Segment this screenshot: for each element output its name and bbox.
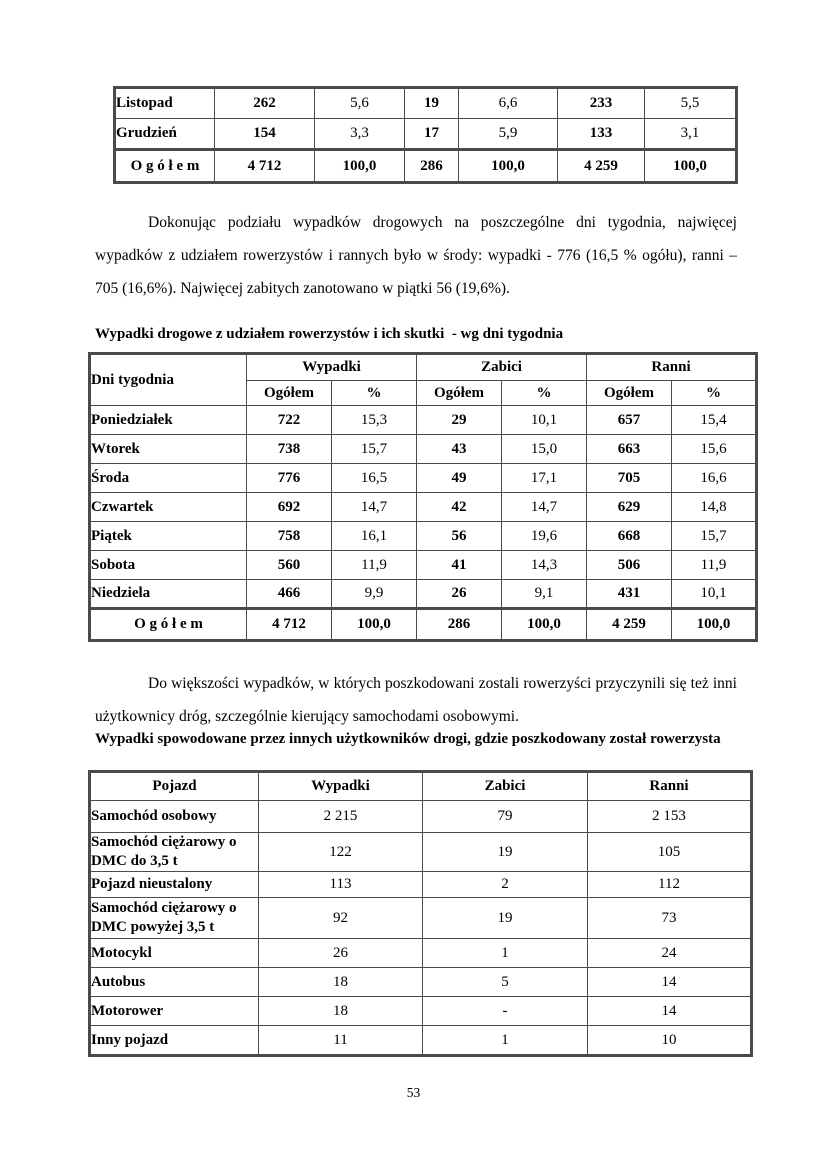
table-row [90,872,752,898]
row-label-cell: Niedziela [90,580,247,609]
value-cell: 11,9 [332,551,417,580]
header-cell: % [332,381,417,406]
table-row [90,997,752,1026]
header-cell: Pojazd [90,772,259,801]
value-cell: 14 [588,997,752,1026]
value-cell: 758 [247,522,332,551]
value-cell: 43 [417,435,502,464]
header-row [90,354,757,381]
value-cell: 431 [587,580,672,609]
value-cell: 100,0 [502,609,587,641]
value-cell: 18 [259,968,423,997]
row-label-cell: Poniedziałek [90,406,247,435]
value-cell: 11 [259,1026,423,1056]
row-label-cell: Piątek [90,522,247,551]
value-cell: 100,0 [672,609,757,641]
row-label-cell: Motorower [90,997,259,1026]
value-cell: 56 [417,522,502,551]
value-cell: 2 [423,872,588,898]
value-cell: 16,5 [332,464,417,493]
value-cell: 1 [423,939,588,968]
value-cell: 9,1 [502,580,587,609]
value-cell: 776 [247,464,332,493]
value-cell: 49 [417,464,502,493]
value-cell: 14,7 [502,493,587,522]
header-cell: Dni tygodnia [90,354,247,406]
value-cell: 629 [587,493,672,522]
header-cell: Ogółem [247,381,332,406]
row-label-cell: Autobus [90,968,259,997]
value-cell: 100,0 [332,609,417,641]
value-cell: 560 [247,551,332,580]
value-cell: - [423,997,588,1026]
value-cell: 79 [423,801,588,833]
value-cell: 154 [215,119,315,150]
months-table [113,86,738,184]
table-row [90,435,757,464]
value-cell: 5 [423,968,588,997]
value-cell: 692 [247,493,332,522]
value-cell: 722 [247,406,332,435]
total-row [90,609,757,641]
header-cell: % [502,381,587,406]
row-label-cell: Samochód ciężarowy o DMC do 3,5 t [90,833,259,872]
table-row [90,406,757,435]
value-cell: 10 [588,1026,752,1056]
value-cell: 4 712 [247,609,332,641]
value-cell: 14,7 [332,493,417,522]
value-cell: 15,7 [332,435,417,464]
page-number: 53 [406,1085,421,1100]
value-cell: 15,6 [672,435,757,464]
header-cell: Wypadki [259,772,423,801]
days-table-title: Wypadki drogowe z udziałem rowerzystów i ich skutki - wg dni tygodnia [95,326,564,342]
value-cell: 668 [587,522,672,551]
value-cell: 705 [587,464,672,493]
row-label-cell: Wtorek [90,435,247,464]
value-cell: 6,6 [459,88,558,119]
table-row [115,88,737,119]
value-cell: 14,8 [672,493,757,522]
table-row [115,119,737,150]
row-label-cell: Listopad [115,88,215,119]
vehicles-table-title: Wypadki spowodowane przez innych użytkowników drogi, gdzie poszkodowany został rowerzysta [95,731,721,747]
table-row [90,898,752,939]
value-cell: 506 [587,551,672,580]
header-cell: Ogółem [417,381,502,406]
table-row [90,833,752,872]
total-row [115,150,737,183]
value-cell: 113 [259,872,423,898]
table-row [90,580,757,609]
vehicles-table [88,770,753,1057]
table-row [90,801,752,833]
value-cell: 3,1 [645,119,737,150]
value-cell: 657 [587,406,672,435]
value-cell: 18 [259,997,423,1026]
row-label-cell: Czwartek [90,493,247,522]
row-label-cell: Sobota [90,551,247,580]
table-row [90,464,757,493]
table-row [90,1026,752,1056]
value-cell: 663 [587,435,672,464]
paragraph-other-road-users: Do większości wypadków, w których poszkodowani zostali rowerzyści przyczynili się też inni użytkownicy dróg, szczególnie kierujący samochodami osobowymi. [95,675,737,725]
row-label-cell: Inny pojazd [90,1026,259,1056]
value-cell: 15,7 [672,522,757,551]
value-cell: 17,1 [502,464,587,493]
table-row [90,939,752,968]
value-cell: 100,0 [315,150,405,183]
value-cell: 41 [417,551,502,580]
value-cell: 29 [417,406,502,435]
value-cell: 4 259 [558,150,645,183]
value-cell: 466 [247,580,332,609]
value-cell: 16,6 [672,464,757,493]
header-cell: Wypadki [247,354,417,381]
value-cell: 286 [417,609,502,641]
value-cell: 19 [405,88,459,119]
row-label-cell: Samochód osobowy [90,801,259,833]
value-cell: 26 [417,580,502,609]
row-label-cell: Środa [90,464,247,493]
header-cell: Ranni [587,354,757,381]
value-cell: 73 [588,898,752,939]
table-row [90,522,757,551]
row-label-cell: Samochód ciężarowy o DMC powyżej 3,5 t [90,898,259,939]
value-cell: 105 [588,833,752,872]
row-label-cell: O g ó ł e m [90,609,247,641]
value-cell: 738 [247,435,332,464]
value-cell: 233 [558,88,645,119]
row-label-cell: Pojazd nieustalony [90,872,259,898]
header-cell: Ranni [588,772,752,801]
value-cell: 15,0 [502,435,587,464]
value-cell: 26 [259,939,423,968]
value-cell: 5,6 [315,88,405,119]
value-cell: 9,9 [332,580,417,609]
value-cell: 1 [423,1026,588,1056]
value-cell: 14,3 [502,551,587,580]
table-row [90,551,757,580]
value-cell: 4 712 [215,150,315,183]
table-row [90,493,757,522]
row-label-cell: Grudzień [115,119,215,150]
row-label-cell: O g ó ł e m [115,150,215,183]
header-row [90,772,752,801]
value-cell: 122 [259,833,423,872]
value-cell: 4 259 [587,609,672,641]
value-cell: 15,3 [332,406,417,435]
value-cell: 10,1 [672,580,757,609]
value-cell: 42 [417,493,502,522]
value-cell: 24 [588,939,752,968]
value-cell: 16,1 [332,522,417,551]
header-cell: Ogółem [587,381,672,406]
row-label-cell: Motocykl [90,939,259,968]
value-cell: 11,9 [672,551,757,580]
value-cell: 19,6 [502,522,587,551]
value-cell: 100,0 [459,150,558,183]
value-cell: 100,0 [645,150,737,183]
value-cell: 5,5 [645,88,737,119]
value-cell: 3,3 [315,119,405,150]
value-cell: 92 [259,898,423,939]
value-cell: 2 153 [588,801,752,833]
table-row [90,968,752,997]
value-cell: 133 [558,119,645,150]
value-cell: 14 [588,968,752,997]
value-cell: 286 [405,150,459,183]
header-cell: Zabici [423,772,588,801]
value-cell: 15,4 [672,406,757,435]
value-cell: 19 [423,833,588,872]
value-cell: 10,1 [502,406,587,435]
value-cell: 5,9 [459,119,558,150]
value-cell: 112 [588,872,752,898]
value-cell: 262 [215,88,315,119]
header-cell: % [672,381,757,406]
value-cell: 19 [423,898,588,939]
header-cell: Zabici [417,354,587,381]
value-cell: 17 [405,119,459,150]
value-cell: 2 215 [259,801,423,833]
days-table [88,352,758,642]
paragraph-weekdays-summary: Dokonując podziału wypadków drogowych na poszczególne dni tygodnia, najwięcej wypadków z udziałem rowerzystów i rannych było w środy: wypadki - 776 (16,5 % ogółu), ranni – 705 (16,6%). Najwięcej zabitych zanotowano w piątki 56 (19,6%). [95,214,737,297]
